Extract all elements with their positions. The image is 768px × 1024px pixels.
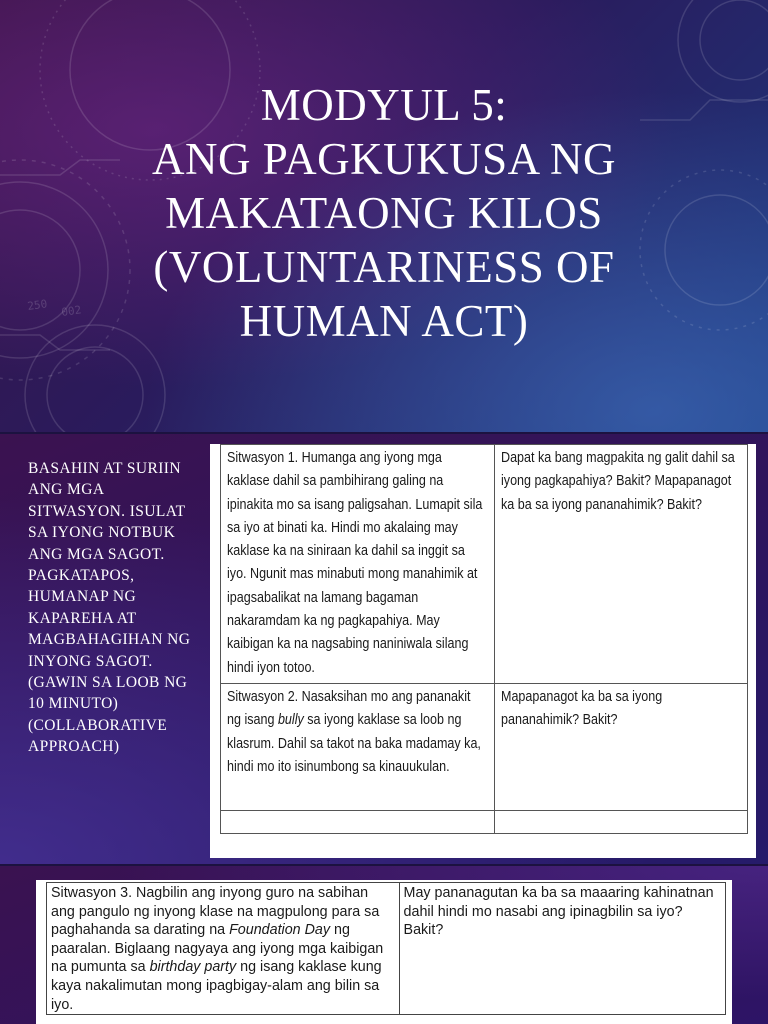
title-line: ANG PAGKUKUSA NG	[152, 134, 616, 184]
situation-cell	[47, 883, 400, 1015]
activity-instructions: BASAHIN AT SURIIN ANG MGA SITWASYON. ISULAT SA IYONG NOTBUK ANG MGA SAGOT. PAGKATAPOS, HUMANAP NG KAPAREHA AT MAGBAHAGIHAN NG INYONG SAGOT. (GAWIN SA LOOB NG 10 MINUTO) (COLLABORATIVE APPROACH)	[28, 460, 191, 756]
empty-cell	[221, 811, 495, 834]
situation-text-part: Sitwasyon 3. Nagbilin ang inyong guro na sabihan ang pangulo ng inyong klase na magpulong para sa paghahanda sa darating na	[51, 885, 380, 939]
situation-text	[227, 686, 488, 779]
situations-table-image	[210, 444, 756, 858]
situation-emphasis: bully	[277, 712, 304, 729]
situation-text-part: sa iyong kaklase sa loob ng klasrum. Dahil sa takot na baka madamay ka, hindi mo ito isinumbong sa kinauukulan.	[227, 712, 481, 775]
title-line: (VOLUNTARINESS OF	[153, 242, 615, 292]
situation-text-part: ng paaralan. Biglaang nagyaya ang iyong mga kaibigan na pumunta sa	[51, 922, 384, 976]
situation-text-part: Sitwasyon 2. Nasaksihan mo ang pananakit ng isang	[227, 689, 471, 729]
activity-slide-continued	[0, 866, 768, 1024]
question-text: Dapat ka bang magpakita ng galit dahil sa iyong pagkapahiya? Bakit? Mapapanagot ka ba sa iyong pananahimik? Bakit?	[501, 450, 736, 513]
question-cell	[495, 684, 748, 811]
question-text: Mapapanagot ka ba sa iyong pananahimik? Bakit?	[501, 689, 663, 729]
table-row	[221, 445, 748, 684]
title-line: MODYUL 5:	[260, 80, 508, 130]
situation-emphasis: birthday party	[149, 959, 237, 976]
situation3-table-image	[36, 880, 732, 1024]
table-row	[47, 883, 726, 1015]
situation-cell	[221, 445, 495, 684]
title-line: HUMAN ACT)	[239, 296, 529, 346]
activity-slide	[0, 434, 768, 864]
empty-cell	[495, 811, 748, 834]
table-row	[221, 684, 748, 811]
svg-text:002: 002	[60, 303, 83, 319]
title-line: MAKATAONG KILOS	[165, 188, 603, 238]
svg-text:250: 250	[26, 297, 49, 313]
module-title	[0, 78, 768, 348]
situations-table	[220, 444, 748, 834]
question-cell	[399, 883, 725, 1015]
question-cell	[495, 445, 748, 684]
situation3-table	[46, 882, 726, 1015]
situation-text-part: ng isang kaklase kung kaya nakalimutan mong ipagbigay-alam ang bilin sa iyo.	[51, 959, 382, 1013]
situation-cell	[221, 684, 495, 811]
situation-text: Sitwasyon 1. Humanga ang iyong mga kaklase dahil sa pambihirang galing na ipinakita mo sa isang paligsahan. Lumapit sila sa iyo at binati ka. Hindi mo akalaing may kaklase ka na siniraan ka dahil sa inggit sa iyo. Ngunit mas minabuti mong manahimik at ipagsabalikat na lamang bagaman nakaramdam ka ng pagkapahiya. May kaibigan ka na nagsabing naniniwala silang hindi iyon totoo.	[227, 450, 483, 676]
title-slide	[0, 0, 768, 432]
situation-emphasis: Foundation Day	[229, 922, 331, 939]
question-text: May pananagutan ka ba sa maaaring kahinatnan dahil hindi mo nasabi ang ipinagbilin sa iyo? Bakit?	[403, 885, 714, 939]
table-row	[221, 811, 748, 834]
